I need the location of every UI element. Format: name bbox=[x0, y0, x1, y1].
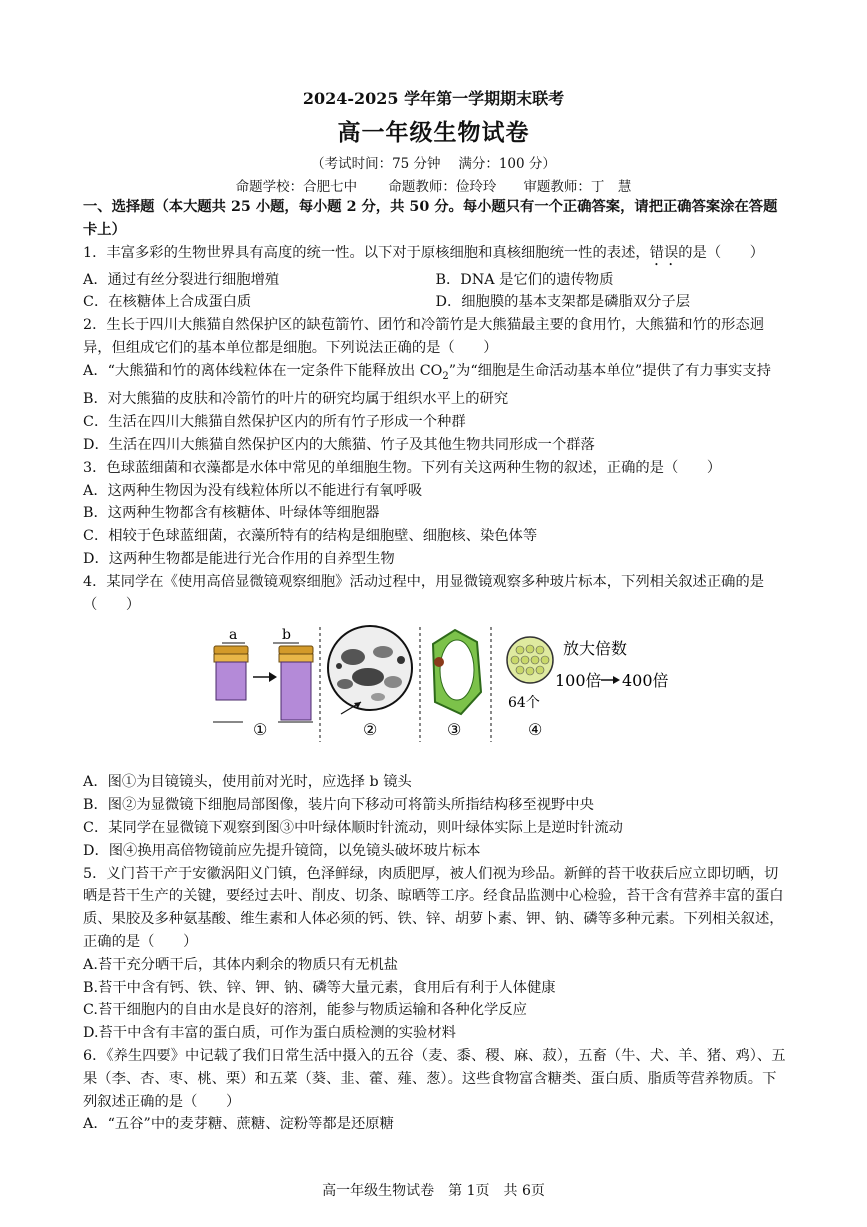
magnify-arrow-head bbox=[613, 676, 620, 684]
mitochondrion bbox=[371, 693, 385, 701]
magnify-from: 100倍 bbox=[555, 671, 602, 691]
organelle bbox=[373, 646, 393, 658]
nucleus bbox=[434, 657, 444, 667]
question-stem: 2．生长于四川大熊猫自然保护区的缺苞箭竹、团竹和冷箭竹是大熊猫最主要的食用竹，大熊猫和竹的形态迥异，但组成它们的基本单位都是细胞。下列说法正确的是（ ） bbox=[83, 317, 765, 356]
magnify-to: 400倍 bbox=[622, 671, 669, 691]
lens-a-label: a bbox=[229, 627, 238, 644]
question-stem: 3．色球蓝细菌和衣藻都是水体中常见的单细胞生物。下列有关这两种生物的叙述，正确的是（ ） bbox=[83, 459, 722, 476]
question-3 bbox=[83, 457, 788, 571]
question-4 bbox=[83, 571, 788, 863]
lens-b-label: b bbox=[282, 627, 291, 644]
organelle bbox=[352, 668, 384, 686]
question-stem: 4．某同学在《使用高倍显微镜观察细胞》活动过程中，用显微镜观察多种玻片标本，下列相关叙述正确的是（ ） bbox=[83, 573, 765, 613]
plant-cell-panel bbox=[433, 630, 481, 739]
option-row bbox=[83, 269, 788, 292]
figure-label-4: ④ bbox=[528, 720, 543, 740]
organelle bbox=[336, 663, 342, 669]
question-2 bbox=[83, 314, 788, 457]
lens-b-cap bbox=[279, 646, 313, 654]
microscope-figure-svg bbox=[83, 622, 788, 767]
lens-b-ring bbox=[279, 654, 313, 662]
option-b: B．对大熊猫的皮肤和冷箭竹的叶片的研究均属于组织水平上的研究 bbox=[83, 391, 509, 408]
cell-field-panel bbox=[328, 626, 412, 739]
stem-text: 1．丰富多彩的生物世界具有高度的统一性。以下对于原核细胞和真核细胞统一性的表述， bbox=[83, 244, 650, 261]
option-d: D．图④换用高倍物镜前应先提升镜筒，以免镜头破坏玻片标本 bbox=[83, 842, 481, 859]
page-footer: 高一年级生物试卷 第 1页 共 6页 bbox=[322, 1183, 545, 1199]
lens-a-body bbox=[216, 662, 246, 700]
option-a: A．这两种生物因为没有线粒体所以不能进行有氧呼吸 bbox=[83, 482, 423, 499]
organelle bbox=[397, 656, 405, 664]
exam-proposition-line: 命题学校：合肥七中 命题教师：俭玲玲 审题教师：丁 慧 bbox=[235, 179, 632, 195]
option-d: D．细胞膜的基本支架都是磷脂双分子层 bbox=[435, 294, 691, 311]
subscript: 2 bbox=[442, 370, 449, 382]
option-b: B.苔干中含有钙、铁、锌、钾、钠、磷等大量元素，食用后有利于人体健康 bbox=[83, 979, 556, 996]
exam-year-line: 2024-2025 学年第一学期期末联考 bbox=[302, 89, 565, 108]
stem-text: 的是（ ） bbox=[678, 244, 765, 261]
vacuole bbox=[440, 640, 474, 700]
question-6 bbox=[83, 1045, 788, 1136]
cell-count: 64个 bbox=[508, 695, 540, 712]
lens-a-ring bbox=[214, 654, 248, 662]
question-content bbox=[83, 196, 788, 1136]
option-c: C．某同学在显微镜下观察到图③中叶绿体顺时针流动，则叶绿体实际上是逆时针流动 bbox=[83, 820, 623, 836]
question-stem: 6．《养生四要》中记载了我们日常生活中摄入的五谷（麦、黍、稷、麻、菽），五畜（牛、犬、羊、猪、鸡）、五果（李、杏、枣、桃、栗）和五菜（葵、韭、藿、薤、葱）。这些食物富含糖类、蛋白质、脂质等营养物质。下列叙述正确的是（ ） bbox=[83, 1047, 786, 1110]
option-a: A．“五谷”中的麦芽糖、蔗糖、淀粉等都是还原糖 bbox=[83, 1116, 394, 1133]
option-d: D．这两种生物都是能进行光合作用的自养型生物 bbox=[83, 551, 395, 568]
figure-label-3: ③ bbox=[447, 720, 462, 740]
figure-label-1: ① bbox=[253, 720, 268, 740]
section-heading: 一、选择题（本大题共 25 小题，每小题 2 分，共 50 分。每小题只有一个正确答案，请把正确答案涂在答题卡上） bbox=[83, 199, 778, 238]
magnification-panel bbox=[507, 637, 669, 739]
organelle bbox=[337, 679, 353, 689]
option-c: C.苔干细胞内的自由水是良好的溶剂，能参与物质运输和各种化学反应 bbox=[83, 1002, 527, 1019]
option-b: B．这两种生物都含有核糖体、叶绿体等细胞器 bbox=[83, 505, 380, 522]
option-b: B．DNA 是它们的遗传物质 bbox=[435, 271, 614, 288]
option-text: ”为“细胞是生命活动基本单位”提供了有力事实支持 bbox=[448, 362, 771, 379]
option-a: A．图①为目镜镜头，使用前对光时，应选择 b 镜头 bbox=[83, 774, 412, 791]
exam-time-line: （考试时间：75 分钟 满分：100 分） bbox=[311, 156, 556, 172]
lens-arrow-head bbox=[269, 672, 277, 682]
option-row bbox=[83, 291, 788, 314]
organelle bbox=[341, 649, 365, 665]
option-d: D．生活在四川大熊猫自然保护区内的大熊猫、竹子及其他生物共同形成一个群落 bbox=[83, 437, 595, 454]
option-c: C．生活在四川大熊猫自然保护区内的所有竹子形成一个种群 bbox=[83, 414, 466, 431]
option-c: C．在核糖体上合成蛋白质 bbox=[83, 294, 252, 311]
option-text: A．“大熊猫和竹的离体线粒体在一定条件下能释放出 CO bbox=[83, 362, 443, 379]
option-b: B．图②为显微镜下细胞局部图像，装片向下移动可将箭头所指结构移至视野中央 bbox=[83, 797, 594, 814]
option-a: A．通过有丝分裂进行细胞增殖 bbox=[83, 271, 280, 288]
question-stem: 5．义门苔干产于安徽涡阳义门镇，色泽鲜绿，肉质肥厚，被人们视为珍品。新鲜的苔干收获后应立即切晒，切晒是苔干生产的关键，要经过去叶、削皮、切条、晾晒等工序。经食品监测中心检验，苔干含有营养丰富的蛋白质、果胶及多种氨基酸、维生素和人体必须的钙、铁、锌、胡萝卜素、钾、钠、磷等多种元素。下列相关叙述，正确的是（ ） bbox=[83, 865, 784, 950]
organelle bbox=[384, 676, 402, 688]
exam-title: 高一年级生物试卷 bbox=[337, 119, 530, 146]
microscope-figure bbox=[83, 622, 788, 767]
question-1 bbox=[83, 242, 788, 315]
option-c: C．相较于色球蓝细菌，衣藻所特有的结构是细胞壁、细胞核、染色体等 bbox=[83, 528, 538, 545]
question-stem bbox=[83, 242, 788, 269]
lens-a-cap bbox=[214, 646, 248, 654]
question-5 bbox=[83, 863, 788, 1045]
lens-panel bbox=[213, 627, 313, 739]
emphasis-text: 错误 bbox=[649, 244, 679, 261]
magnify-title: 放大倍数 bbox=[563, 639, 628, 659]
figure-label-2: ② bbox=[363, 720, 378, 740]
lens-b-body bbox=[281, 662, 311, 720]
option-a bbox=[83, 360, 788, 389]
option-d: D.苔干中含有丰富的蛋白质，可作为蛋白质检测的实验材料 bbox=[83, 1025, 456, 1042]
option-a: A.苔干充分晒干后，其体内剩余的物质只有无机盐 bbox=[83, 956, 399, 973]
